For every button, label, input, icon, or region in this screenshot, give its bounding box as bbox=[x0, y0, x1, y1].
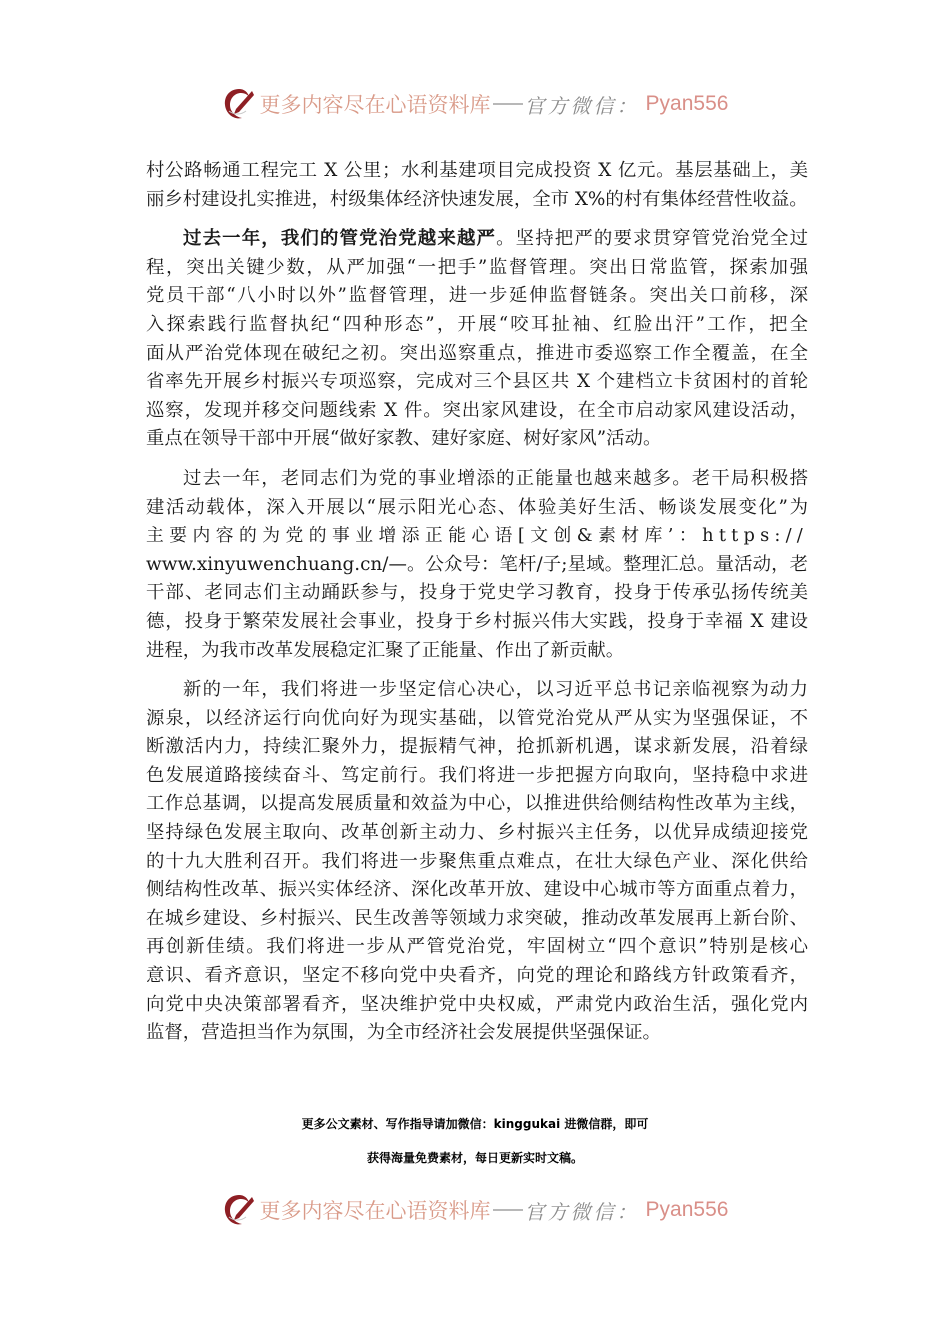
banner-wechat-id: Pyan556 bbox=[645, 92, 729, 115]
text-line: 入探索践行监督执纪“四种形态”，开展“咬耳扯袖、红脸出汗”工作，把全 bbox=[146, 313, 808, 335]
text-line: 坚持绿色发展主取向、改革创新主动力、乡村振兴主任务，以优异成绩迎接党 bbox=[146, 822, 808, 844]
promo-note bbox=[0, 1107, 950, 1175]
text-line bbox=[146, 225, 808, 254]
text-line: 面从严治党体现在破纪之初。突出巡察重点，推进市委巡察工作全覆盖，在全 bbox=[146, 342, 808, 364]
text-line: 丽乡村建设扎实推进，村级集体经济快速发展，全市 X%的村有集体经营性收益。 bbox=[146, 188, 808, 210]
text-line-rest: 。坚持把严的要求贯穿管党治党全过 bbox=[496, 228, 808, 250]
text-line: 再创新佳绩。我们将进一步从严管党治党，牢固树立“四个意识”特别是核心 bbox=[146, 936, 808, 958]
text-line: 工作总基调，以提高发展质量和效益为中心，以推进供给侧结构性改革为主线， bbox=[146, 793, 808, 815]
text-line: 过去一年，老同志们为党的事业增添的正能量也越来越多。老干局积极搭 bbox=[183, 467, 808, 489]
quill-pen-logo-icon bbox=[222, 87, 256, 121]
text-line: 监督，营造担当作为氛围，为全市经济社会发展提供坚强保证。 bbox=[146, 1022, 661, 1044]
footer-watermark-banner bbox=[0, 1188, 950, 1232]
text-line: 重点在领导干部中开展“做好家教、建好家庭、树好家风”活动。 bbox=[146, 428, 662, 450]
text-line: 向党中央决策部署看齐，坚决维护党中央权威，严肃党内政治生活，强化党内 bbox=[146, 993, 808, 1015]
text-line: 村公路畅通工程完工 X 公里；水利基建项目完成投资 X 亿元。基层基础上，美 bbox=[146, 160, 808, 181]
paragraph-4 bbox=[146, 676, 808, 1048]
text-line: 断激活内力，持续汇聚外力，提振精气神，抢抓新机遇，谋求新发展，沿着绿 bbox=[146, 736, 808, 758]
text-line: 程，突出关键少数，从严加强“一把手”监督管理。突出日常监管，探索加强 bbox=[146, 256, 808, 278]
text-line: 建活动载体，深入开展以“展示阳光心态、体验美好生活、畅谈发展变化”为 bbox=[146, 496, 808, 518]
banner-wechat-id: Pyan556 bbox=[645, 1198, 729, 1221]
text-line: 干部、老同志们主动踊跃参与，投身于党史学习教育，投身于传承弘扬传统美 bbox=[146, 582, 808, 604]
promo-line-1: 更多公文素材、写作指导请加微信：kinggukai 进微信群，即可 bbox=[301, 1117, 649, 1131]
banner-wechat-label: 官方微信： bbox=[524, 1199, 640, 1224]
banner-wechat-label: 官方微信： bbox=[524, 93, 640, 118]
header-watermark-banner bbox=[0, 82, 950, 126]
text-line: 德，投身于繁荣发展社会事业，投身于乡村振兴伟大实践，投身于幸福 X 建设 bbox=[146, 610, 808, 632]
text-line: 党员干部“八小时以外”监督管理，进一步延伸监督链条。突出关口前移，深 bbox=[146, 285, 808, 307]
banner-site-text: 更多内容尽在心语资料库 bbox=[259, 93, 491, 117]
text-line: 源泉，以经济运行向优向好为现实基础，以管党治党从严从实为坚强保证，不 bbox=[146, 707, 808, 729]
text-line: 巡察，发现并移交问题线索 X 件。突出家风建设，在全市启动家风建设活动， bbox=[146, 399, 808, 421]
text-line: 侧结构性改革、振兴实体经济、深化改革开放、建设中心城市等方面重点着力， bbox=[146, 879, 808, 901]
paragraph-3 bbox=[146, 465, 808, 665]
text-line: 主要内容的为党的事业增添正能心语[文创&素材库’：https:// bbox=[146, 525, 808, 547]
paragraph-2 bbox=[146, 225, 808, 454]
text-line: 的十九大胜利召开。我们将进一步聚焦重点难点，在壮大绿色产业、深化供给 bbox=[146, 850, 808, 872]
promo-line-2: 获得海量免费素材，每日更新实时文稿。 bbox=[366, 1151, 583, 1165]
text-line: 省率先开展乡村振兴专项巡察，完成对三个县区共 X 个建档立卡贫困村的首轮 bbox=[146, 371, 808, 393]
text-line: 色发展道路接续奋斗、笃定前行。我们将进一步把握方向取向，坚持稳中求进 bbox=[146, 764, 808, 786]
text-line: 在城乡建设、乡村振兴、民生改善等领域力求突破，推动改革发展再上新台阶、 bbox=[146, 907, 808, 929]
text-line: www.xinyuwenchuang.cn/—。公众号：笔杆/子;星域。整理汇总。量活动，老 bbox=[146, 553, 808, 575]
text-line: 进程，为我市改革发展稳定汇聚了正能量、作出了新贡献。 bbox=[146, 639, 625, 661]
text-line: 意识、看齐意识，坚定不移向党中央看齐，向党的理论和路线方针政策看齐， bbox=[146, 965, 808, 987]
banner-dash-divider bbox=[493, 1209, 523, 1211]
text-line: 新的一年，我们将进一步坚定信心决心，以习近平总书记亲临视察为动力 bbox=[183, 679, 808, 701]
paragraph-lead-bold: 过去一年，我们的管党治党越来越严 bbox=[183, 228, 497, 250]
banner-site-text: 更多内容尽在心语资料库 bbox=[259, 1199, 491, 1223]
quill-pen-logo-icon bbox=[222, 1193, 256, 1227]
paragraph-1 bbox=[146, 157, 808, 214]
document-body bbox=[146, 157, 808, 1059]
banner-dash-divider bbox=[493, 103, 523, 105]
